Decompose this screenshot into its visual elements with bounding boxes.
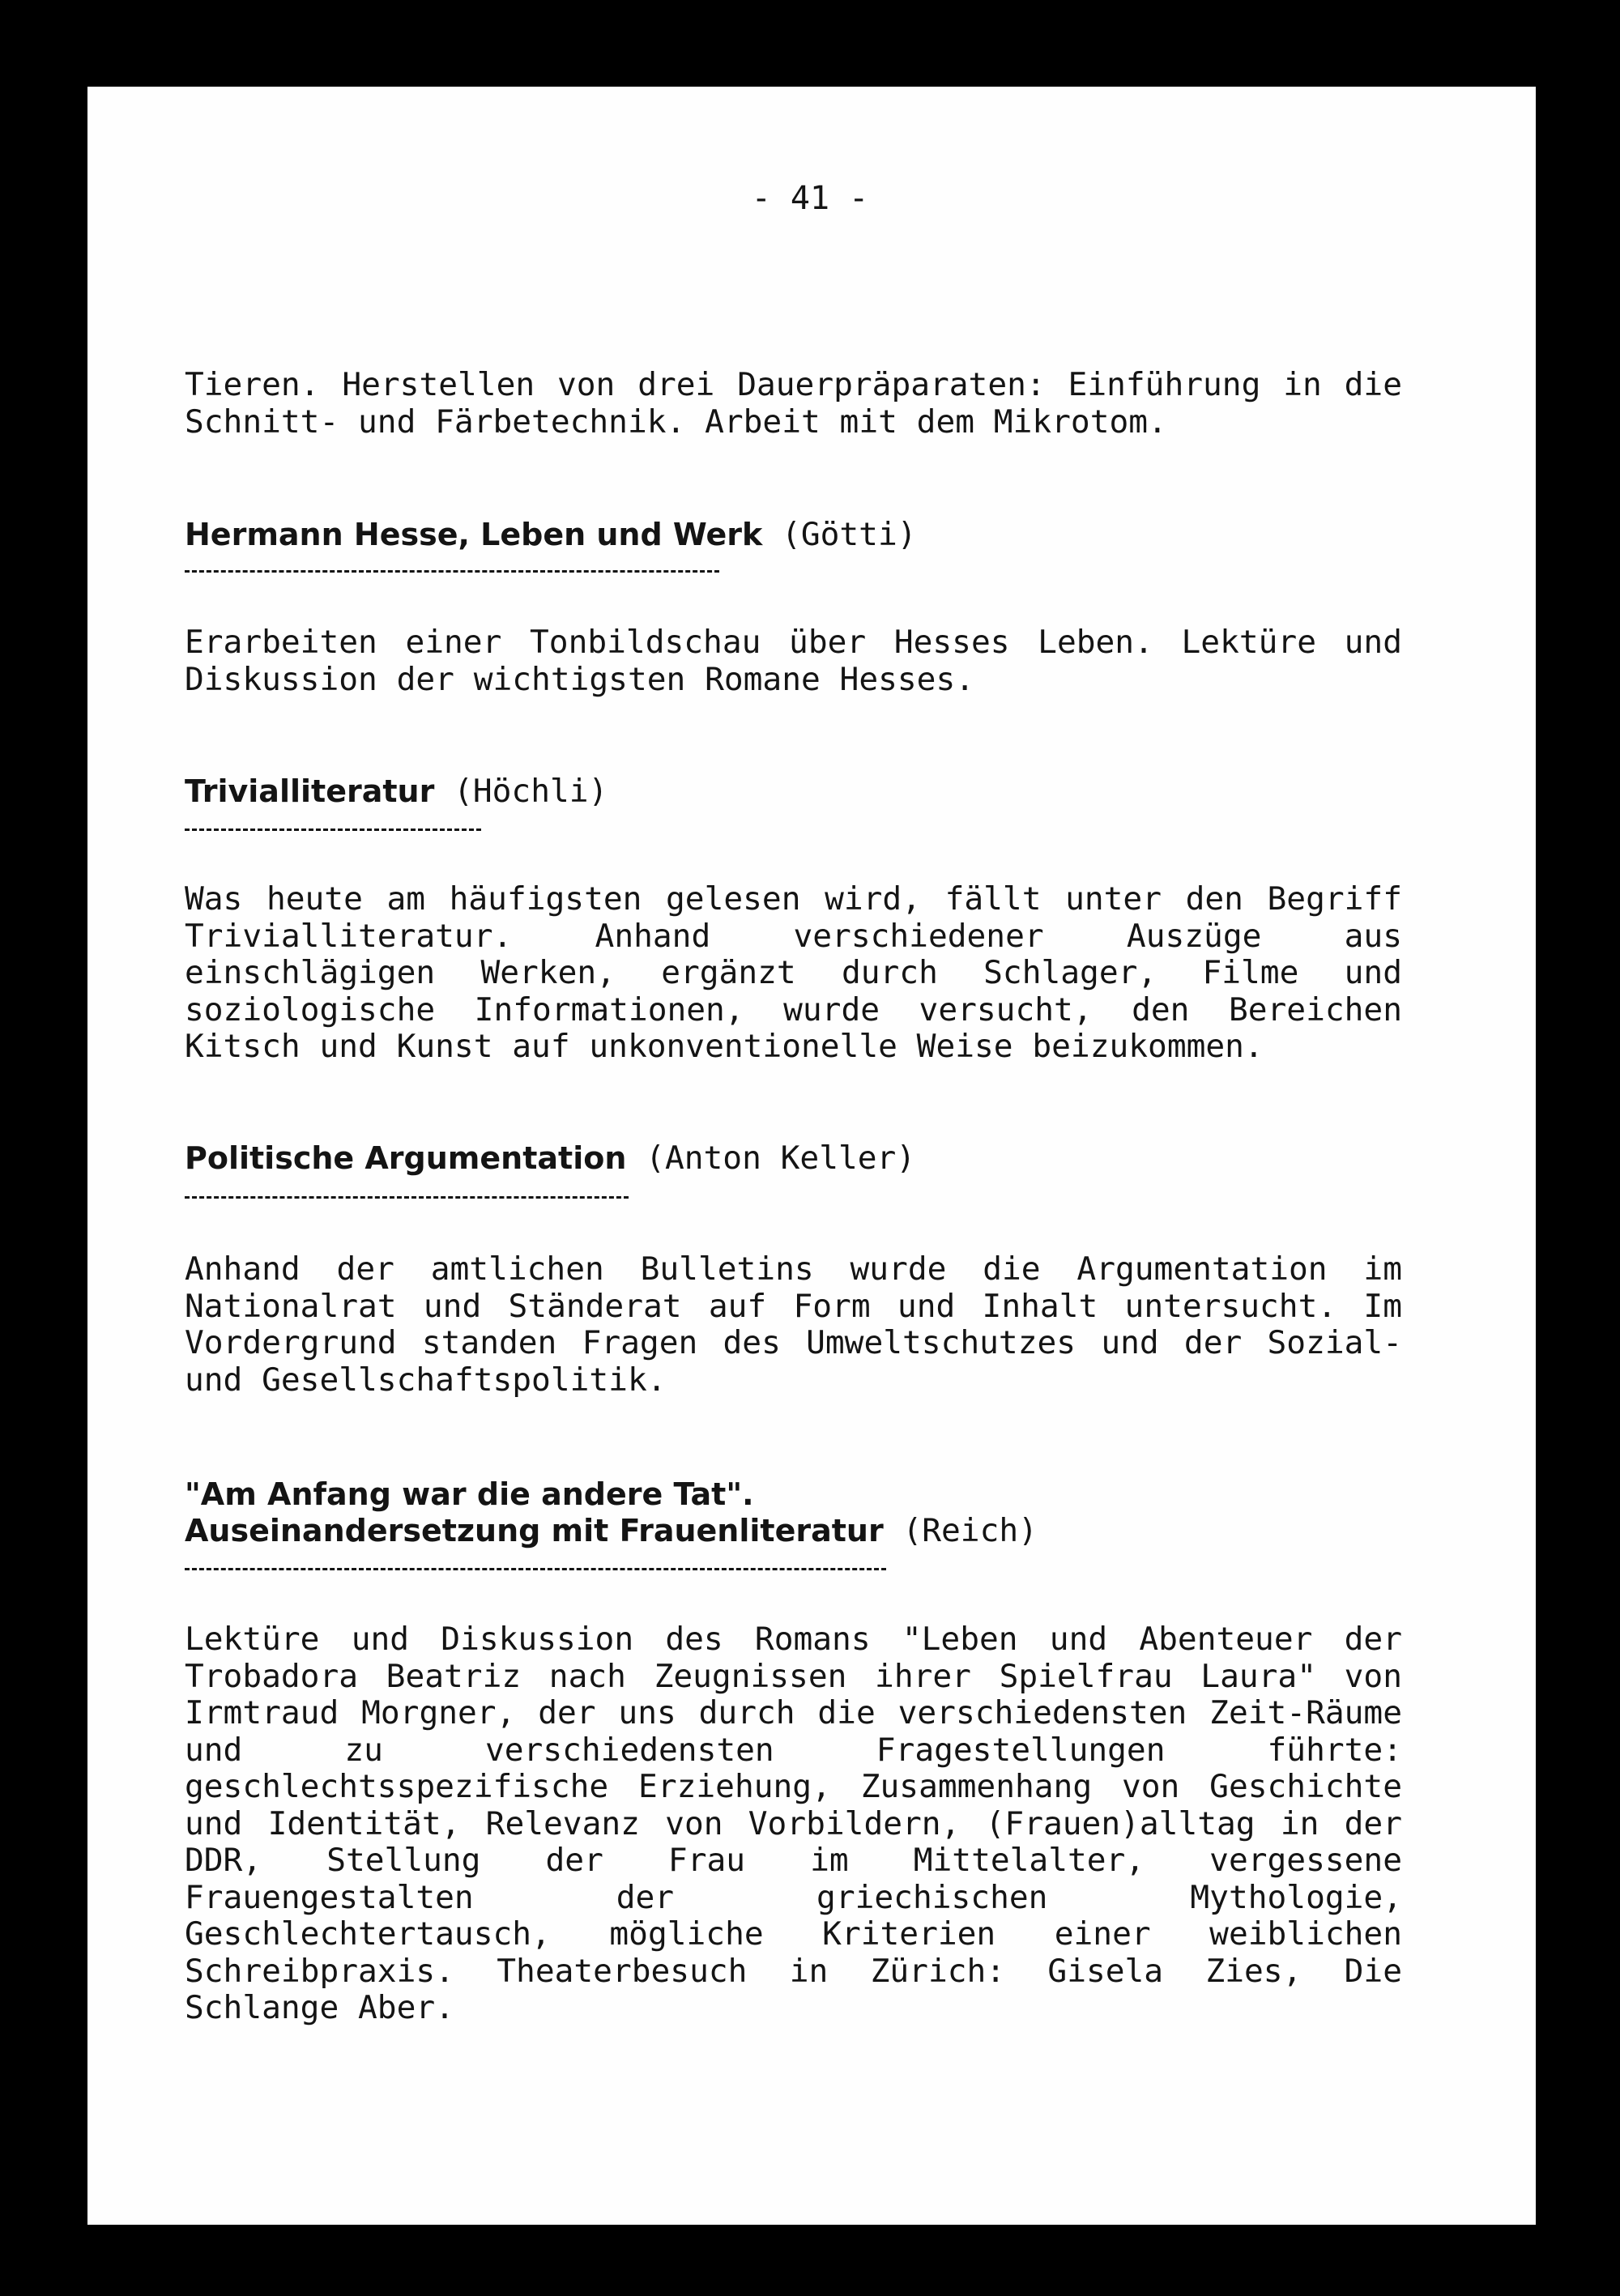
intro-paragraph: Tieren. Herstellen von drei Dauerpräparaten: Einführung in die Schnitt- und Färbetechnik. Arbeit mit dem Mikrotom. [185, 366, 1402, 441]
heading-underline [185, 829, 481, 831]
section-body-trivialliteratur: Was heute am häufigsten gelesen wird, fällt unter den Begriff Trivialliteratur. Anhand verschiedener Auszüge aus einschlägigen Werken, ergänzt durch Schlager, Filme und soziologische Informationen, wurde versucht, den Bereichen Kitsch und Kunst auf unkonventionelle Weise beizukommen. [185, 880, 1402, 1065]
section-body-frauenliteratur: Lektüre und Diskussion des Romans "Leben und Abenteuer der Trobadora Beatriz nach Zeugnissen ihrer Spielfrau Laura" von Irmtraud Morgner, der uns durch die verschiedensten Zeit-Räume und zu verschiedensten Fragestellungen führte: geschlechtsspezifische Erziehung, Zusammenhang von Geschichte und Identität, Relevanz von Vorbildern, (Frauen)alltag in der DDR, Stellung der Frau im Mittelalter, vergessene Frauengestalten der griechischen Mythologie, Geschlechtertausch, mögliche Kriterien einer weiblichen Schreibpraxis. Theaterbesuch in Zürich: Gisela Zies, Die Schlange Aber. [185, 1621, 1402, 2026]
section-heading-trivialliteratur [185, 773, 1402, 811]
page-number: - 41 - [751, 180, 869, 217]
heading-underline [185, 1196, 629, 1199]
section-heading-politische-argumentation [185, 1140, 1402, 1178]
section-title-line1: "Am Anfang war die andere Tat". [185, 1476, 754, 1512]
section-author: (Höchli) [454, 773, 608, 810]
section-heading-frauenliteratur [185, 1476, 1402, 1514]
section-title: Hermann Hesse, Leben und Werk [185, 517, 763, 552]
section-title: Trivialliteratur [185, 773, 435, 809]
section-author: (Götti) [782, 516, 917, 553]
heading-underline [185, 570, 719, 573]
section-body-politische-argumentation: Anhand der amtlichen Bulletins wurde die Argumentation im Nationalrat und Ständerat auf Form und Inhalt untersucht. Im Vordergrund standen Fragen des Umweltschutzes und der Sozial- und Gesellschaftspolitik. [185, 1250, 1402, 1399]
section-author: (Anton Keller) [646, 1139, 916, 1177]
section-heading-hesse [185, 517, 1402, 554]
section-heading-frauenliteratur-line2 [185, 1513, 1402, 1550]
section-body-hesse: Erarbeiten einer Tonbildschau über Hesses Leben. Lektüre und Diskussion der wichtigsten Romane Hesses. [185, 624, 1402, 698]
section-title-line2: Auseinandersetzung mit Frauenliteratur [185, 1513, 884, 1548]
section-title: Politische Argumentation [185, 1140, 627, 1176]
section-author: (Reich) [902, 1512, 1038, 1549]
heading-underline [185, 1568, 886, 1570]
